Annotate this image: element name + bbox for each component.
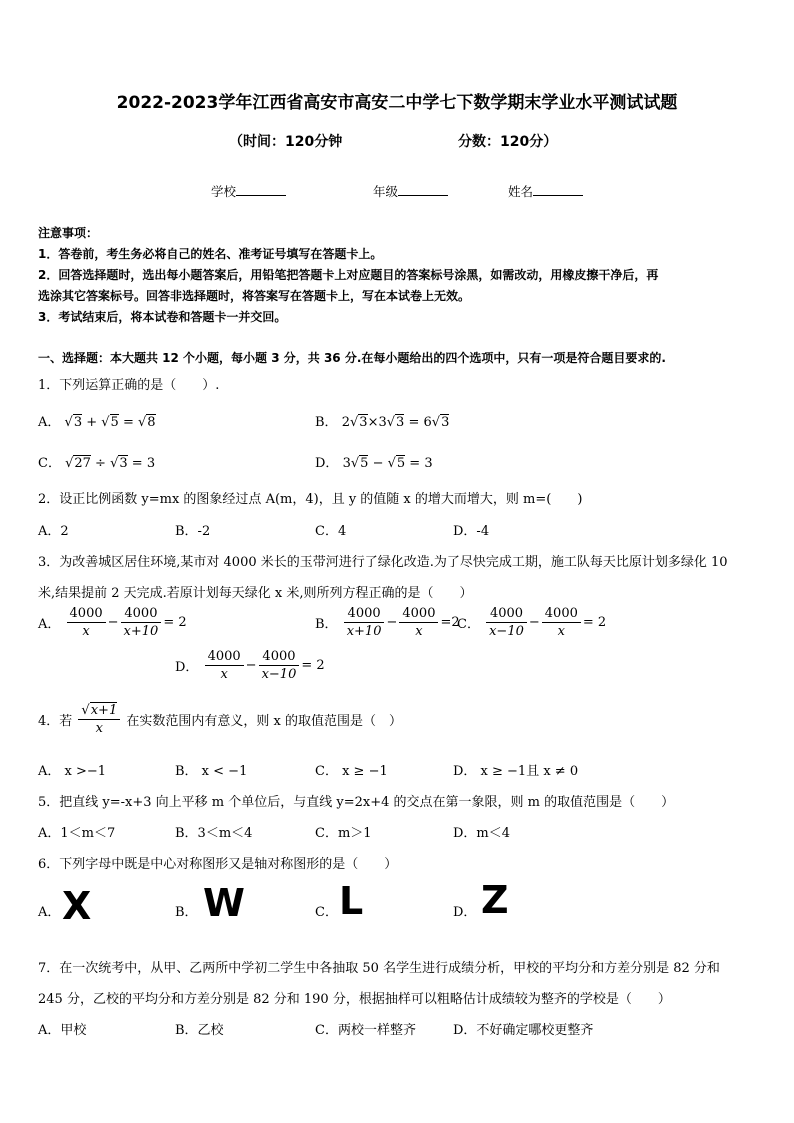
note-3: 3．考试结束后，将本试卷和答题卡一并交回。: [38, 310, 287, 324]
note-2b: 选涂其它答案标号。回答非选择题时，将答案写在答题卡上，写在本试卷上无效。: [38, 289, 471, 303]
q4-option-d[interactable]: D． x ≥ −1且 x ≠ 0: [453, 764, 579, 779]
q2-option-d[interactable]: D．-4: [453, 524, 490, 539]
q3-a-num1: 4000: [67, 605, 106, 623]
q1-b-rad3: 3: [441, 415, 450, 430]
q1-a-label: A．: [38, 415, 61, 430]
note-1: 1．答卷前，考生务必将自己的姓名、准考证号填写在答题卡上。: [38, 247, 383, 261]
q1-c-term2: 3: [119, 456, 128, 471]
q7-option-b[interactable]: B．乙校: [175, 1023, 224, 1038]
q3-a-rhs: = 2: [163, 615, 187, 630]
q1-a-term1: 3: [73, 415, 83, 430]
q3-b-num2: 4000: [399, 605, 438, 623]
q3-a-num2: 4000: [121, 605, 162, 623]
q3-option-d[interactable]: D． $\frac{4000}{x}$ − $\frac{4000}{x-10}$ = 2: [175, 649, 325, 682]
q1-d-rad1: 5: [360, 456, 369, 471]
q1-c-label: C．: [38, 456, 61, 471]
q1-b-coef2: 3: [378, 415, 387, 430]
q3-d-label: D．: [175, 660, 199, 675]
q6-option-b-label[interactable]: B．: [175, 905, 198, 920]
q1-option-d[interactable]: D． 3√5 − √5 = 3: [315, 456, 433, 471]
time-label: （时间：120分钟: [229, 134, 343, 150]
q6-letter-x: X: [62, 884, 92, 928]
q6-option-a-label[interactable]: A．: [38, 905, 61, 920]
q3-d-den1: x: [220, 667, 228, 682]
q1-b-coef3: 6: [423, 415, 432, 430]
q3-option-a[interactable]: A． $\frac{4000}{x}$ − $\frac{4000}{x+10}$ = 2: [38, 606, 187, 639]
grade-field[interactable]: [373, 182, 448, 200]
q1-d-label: D．: [315, 456, 339, 471]
q6-option-c-label[interactable]: C．: [315, 905, 338, 920]
q3-c-den1: x−10: [489, 624, 524, 639]
score-label: 分数：120分）: [458, 134, 558, 150]
q3-a-den1: x: [82, 624, 90, 639]
q3-d-num1: 4000: [205, 648, 244, 666]
q4-option-a[interactable]: A． x >−1: [38, 764, 107, 779]
q5-option-b[interactable]: B．3＜m＜4: [175, 826, 253, 841]
q7-line2: 245 分，乙校的平均分和方差分别是 82 分和 190 分，根据抽样可以粗略估计成绩较为整齐的学校是（ ）: [38, 992, 671, 1007]
q6-option-d-label[interactable]: D．: [453, 905, 477, 920]
q5-option-c[interactable]: C．m＞1: [315, 826, 372, 841]
q4-stem: 4．若 $\frac{√x+1}{x}$ 在实数范围内有意义，则 x 的取值范围是（ ）: [38, 703, 402, 736]
q1-d-rad2: 5: [396, 456, 406, 471]
q3-c-den2: x: [557, 624, 565, 639]
q3-a-den2: x+10: [123, 624, 159, 639]
q2-option-a[interactable]: A．2: [38, 524, 69, 539]
note-2a: 2．回答选择题时，选出每小题答案后，用铅笔把答题卡上对应题目的答案标号涂黑，如需改动，用橡皮擦干净后，再: [38, 268, 659, 282]
q7-option-d[interactable]: D．不好确定哪校更整齐: [453, 1023, 594, 1038]
q6-stem: 6．下列字母中既是中心对称图形又是轴对称图形的是（ ）: [38, 857, 398, 872]
q4-numerator: x+1: [90, 703, 118, 718]
q2-option-c[interactable]: C．4: [315, 524, 347, 539]
q6-letter-l: L: [339, 879, 364, 923]
q3-b-den2: x: [415, 624, 423, 639]
q7-line1: 7．在一次统考中，从甲、乙两所中学初二学生中各抽取 50 名学生进行成绩分析，甲校的平均分和方差分别是 82 分和: [38, 961, 720, 976]
name-field[interactable]: [508, 182, 583, 200]
q1-b-rad1: 3: [359, 415, 368, 430]
q3-d-den2: x−10: [261, 667, 297, 682]
q3-line2: 米,结果提前 2 天完成.若原计划每天绿化 x 米,则所列方程正确的是（ ）: [38, 586, 473, 601]
q1-c-result: 3: [146, 456, 156, 471]
q3-option-c[interactable]: C． $\frac{4000}{x-10}$ − $\frac{4000}{x}$ = 2: [457, 606, 607, 639]
q3-c-num2: 4000: [542, 605, 581, 623]
q4-option-c[interactable]: C． x ≥ −1: [315, 764, 388, 779]
q1-option-c[interactable]: C． √27 ÷ √3 = 3: [38, 456, 156, 471]
q4-stem-pre: 4．若: [38, 714, 73, 729]
q3-b-num1: 4000: [344, 605, 385, 623]
q3-b-label: B．: [315, 617, 338, 632]
q6-letter-z: Z: [481, 878, 509, 922]
q2-stem: 2．设正比例函数 y=mx 的图象经过点 A(m，4)，且 y 的值随 x 的增大而增大，则 m=( ): [38, 492, 583, 507]
name-label: 姓名: [508, 184, 534, 199]
q7-option-a[interactable]: A．甲校: [38, 1023, 87, 1038]
q1-stem: 1．下列运算正确的是（ ）.: [38, 378, 220, 393]
q1-a-result: 8: [147, 415, 156, 430]
notes-heading: 注意事项：: [38, 226, 99, 240]
q7-option-c[interactable]: C．两校一样整齐: [315, 1023, 416, 1038]
q3-b-den1: x+10: [346, 624, 382, 639]
grade-label: 年级: [373, 184, 399, 199]
q5-stem: 5．把直线 y=-x+3 向上平移 m 个单位后，与直线 y=2x+4 的交点在第一象限，则 m 的取值范围是（ ）: [38, 795, 675, 810]
q1-b-rad2: 3: [396, 415, 405, 430]
q6-letter-w: W: [203, 881, 245, 925]
q4-option-b[interactable]: B． x < −1: [175, 764, 248, 779]
q3-d-num2: 4000: [259, 648, 300, 666]
q1-option-a[interactable]: A． √3 + √5 = √8: [38, 415, 156, 430]
q1-b-coef1: 2: [341, 415, 350, 430]
q3-c-label: C．: [457, 617, 480, 632]
q3-a-label: A．: [38, 617, 61, 632]
q5-option-d[interactable]: D．m＜4: [453, 826, 511, 841]
q1-d-result: 3: [424, 456, 433, 471]
q4-stem-post: 在实数范围内有意义，则 x 的取值范围是（ ）: [126, 714, 402, 729]
q3-c-num1: 4000: [486, 605, 527, 623]
q3-c-rhs: = 2: [582, 615, 607, 630]
page-title: 2022-2023学年江西省高安市高安二中学七下数学期末学业水平测试试题: [116, 93, 678, 113]
q1-b-label: B．: [315, 415, 338, 430]
school-label: 学校: [211, 184, 237, 199]
q1-c-term1: 27: [74, 456, 91, 471]
q4-denominator: x: [95, 721, 103, 736]
school-field[interactable]: [211, 182, 286, 200]
q3-option-b[interactable]: B． $\frac{4000}{x+10}$ − $\frac{4000}{x}$ =2: [315, 606, 460, 639]
q3-b-rhs: =2: [440, 615, 460, 630]
q1-a-term2: 5: [110, 415, 119, 430]
q5-option-a[interactable]: A．1＜m＜7: [38, 826, 116, 841]
q2-option-b[interactable]: B．-2: [175, 524, 211, 539]
q3-line1: 3．为改善城区居住环境,某市对 4000 米长的玉带河进行了绿化改造.为了尽快完成工期，施工队每天比原计划多绿化 10: [38, 555, 728, 570]
q3-d-rhs: = 2: [301, 658, 325, 673]
q1-option-b[interactable]: B． 2√3×3√3 = 6√3: [315, 415, 450, 430]
q1-d-coef: 3: [342, 456, 351, 471]
section-heading: 一、选择题：本大题共 12 个小题，每小题 3 分，共 36 分.在每小题给出的四个选项中，只有一项是符合题目要求的.: [38, 351, 666, 365]
